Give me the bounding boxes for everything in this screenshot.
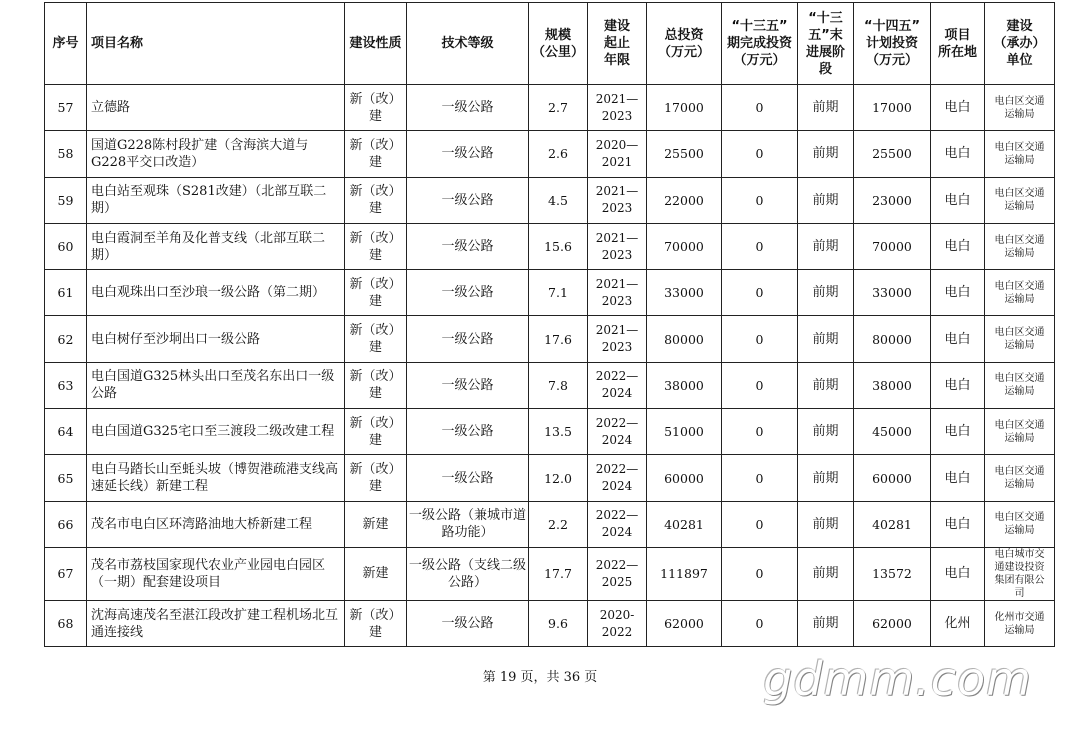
cell-total: 111897: [647, 547, 722, 600]
cell-done135: 0: [722, 409, 798, 455]
cell-done135: 0: [722, 501, 798, 547]
cell-stage: 前期: [798, 501, 854, 547]
cell-done135: 0: [722, 362, 798, 408]
header-seq: 序号: [45, 3, 87, 85]
cell-scale: 12.0: [529, 455, 588, 501]
cell-grade: 一级公路: [407, 362, 529, 408]
header-grade: 技术等级: [407, 3, 529, 85]
cell-grade: 一级公路（支线二级公路）: [407, 547, 529, 600]
cell-unit: 电白区交通 运输局: [985, 501, 1055, 547]
table-header: [45, 3, 1055, 85]
cell-scale: 17.7: [529, 547, 588, 600]
cell-place: 化州: [931, 600, 985, 646]
cell-unit: 电白区交通 运输局: [985, 131, 1055, 177]
cell-seq: 58: [45, 131, 87, 177]
cell-unit: 电白区交通 运输局: [985, 316, 1055, 362]
cell-grade: 一级公路: [407, 131, 529, 177]
header-nature: 建设性质: [345, 3, 407, 85]
cell-nature: 新建: [345, 547, 407, 600]
cell-scale: 15.6: [529, 223, 588, 269]
cell-years: 2021— 2023: [588, 177, 647, 223]
cell-years: 2022— 2024: [588, 362, 647, 408]
cell-grade: 一级公路: [407, 316, 529, 362]
cell-total: 60000: [647, 455, 722, 501]
cell-total: 51000: [647, 409, 722, 455]
cell-unit: 电白区交通 运输局: [985, 270, 1055, 316]
header-total: 总投资 （万元）: [647, 3, 722, 85]
cell-unit: 电白城市交 通建设投资 集团有限公 司: [985, 547, 1055, 600]
cell-plan145: 60000: [854, 455, 931, 501]
cell-unit: 电白区交通 运输局: [985, 362, 1055, 408]
cell-seq: 59: [45, 177, 87, 223]
cell-years: 2022— 2024: [588, 501, 647, 547]
cell-plan145: 25500: [854, 131, 931, 177]
cell-years: 2022— 2024: [588, 455, 647, 501]
cell-seq: 64: [45, 409, 87, 455]
cell-years: 2021— 2023: [588, 270, 647, 316]
table-row: [45, 85, 1055, 131]
cell-scale: 13.5: [529, 409, 588, 455]
cell-total: 17000: [647, 85, 722, 131]
cell-unit: 化州市交通 运输局: [985, 600, 1055, 646]
cell-plan145: 62000: [854, 600, 931, 646]
watermark-logo: gdmm.com: [763, 652, 1032, 706]
cell-nature: 新建: [345, 501, 407, 547]
cell-name: 电白霞洞至羊角及化普支线（北部互联二期）: [87, 223, 345, 269]
header-stage: “十三 五”末 进展阶 段: [798, 3, 854, 85]
cell-place: 电白: [931, 223, 985, 269]
cell-done135: 0: [722, 455, 798, 501]
cell-total: 25500: [647, 131, 722, 177]
cell-scale: 2.6: [529, 131, 588, 177]
cell-nature: 新（改） 建: [345, 223, 407, 269]
cell-plan145: 70000: [854, 223, 931, 269]
cell-nature: 新（改） 建: [345, 600, 407, 646]
table-row: [45, 316, 1055, 362]
cell-place: 电白: [931, 409, 985, 455]
cell-years: 2020— 2021: [588, 131, 647, 177]
cell-name: 沈海高速茂名至湛江段改扩建工程机场北互通连接线: [87, 600, 345, 646]
header-done135: “十三五” 期完成投资 （万元）: [722, 3, 798, 85]
cell-seq: 63: [45, 362, 87, 408]
cell-place: 电白: [931, 547, 985, 600]
cell-plan145: 40281: [854, 501, 931, 547]
cell-stage: 前期: [798, 85, 854, 131]
cell-stage: 前期: [798, 409, 854, 455]
cell-stage: 前期: [798, 316, 854, 362]
cell-done135: 0: [722, 223, 798, 269]
table-row: [45, 501, 1055, 547]
cell-total: 80000: [647, 316, 722, 362]
cell-years: 2020- 2022: [588, 600, 647, 646]
cell-scale: 2.2: [529, 501, 588, 547]
cell-total: 70000: [647, 223, 722, 269]
cell-plan145: 23000: [854, 177, 931, 223]
cell-place: 电白: [931, 177, 985, 223]
cell-plan145: 80000: [854, 316, 931, 362]
cell-name: 立德路: [87, 85, 345, 131]
cell-seq: 60: [45, 223, 87, 269]
cell-done135: 0: [722, 600, 798, 646]
cell-total: 22000: [647, 177, 722, 223]
cell-place: 电白: [931, 316, 985, 362]
cell-stage: 前期: [798, 223, 854, 269]
cell-scale: 2.7: [529, 85, 588, 131]
table-row: [45, 223, 1055, 269]
cell-grade: 一级公路: [407, 455, 529, 501]
table-body: [45, 85, 1055, 647]
cell-place: 电白: [931, 270, 985, 316]
project-table-container: [44, 2, 1054, 647]
cell-grade: 一级公路: [407, 409, 529, 455]
cell-name: 茂名市荔枝国家现代农业产业园电白园区（一期）配套建设项目: [87, 547, 345, 600]
cell-scale: 17.6: [529, 316, 588, 362]
table-row: [45, 177, 1055, 223]
cell-place: 电白: [931, 85, 985, 131]
cell-name: 国道G228陈村段扩建（含海滨大道与G228平交口改造）: [87, 131, 345, 177]
cell-plan145: 17000: [854, 85, 931, 131]
cell-name: 电白观珠出口至沙琅一级公路（第二期）: [87, 270, 345, 316]
cell-years: 2022— 2025: [588, 547, 647, 600]
cell-seq: 65: [45, 455, 87, 501]
cell-unit: 电白区交通 运输局: [985, 85, 1055, 131]
cell-name: 电白国道G325宅口至三渡段二级改建工程: [87, 409, 345, 455]
cell-grade: 一级公路: [407, 177, 529, 223]
cell-grade: 一级公路: [407, 270, 529, 316]
cell-name: 电白马踏长山至蚝头坡（博贺港疏港支线高速延长线）新建工程: [87, 455, 345, 501]
table-row: [45, 362, 1055, 408]
cell-done135: 0: [722, 547, 798, 600]
cell-nature: 新（改） 建: [345, 85, 407, 131]
header-name: 项目名称: [87, 3, 345, 85]
cell-nature: 新（改） 建: [345, 131, 407, 177]
cell-plan145: 38000: [854, 362, 931, 408]
cell-scale: 7.1: [529, 270, 588, 316]
cell-stage: 前期: [798, 177, 854, 223]
cell-scale: 9.6: [529, 600, 588, 646]
cell-done135: 0: [722, 85, 798, 131]
cell-nature: 新（改） 建: [345, 362, 407, 408]
cell-nature: 新（改） 建: [345, 177, 407, 223]
cell-nature: 新（改） 建: [345, 316, 407, 362]
cell-seq: 62: [45, 316, 87, 362]
cell-grade: 一级公路（兼城市道路功能）: [407, 501, 529, 547]
cell-done135: 0: [722, 131, 798, 177]
cell-place: 电白: [931, 131, 985, 177]
cell-name: 茂名市电白区环湾路油地大桥新建工程: [87, 501, 345, 547]
table-row: [45, 131, 1055, 177]
cell-nature: 新（改） 建: [345, 455, 407, 501]
table-row: [45, 547, 1055, 600]
table-row: [45, 270, 1055, 316]
cell-total: 33000: [647, 270, 722, 316]
cell-total: 62000: [647, 600, 722, 646]
cell-plan145: 45000: [854, 409, 931, 455]
cell-stage: 前期: [798, 131, 854, 177]
project-table: [44, 2, 1055, 647]
cell-stage: 前期: [798, 362, 854, 408]
cell-plan145: 13572: [854, 547, 931, 600]
cell-unit: 电白区交通 运输局: [985, 223, 1055, 269]
cell-place: 电白: [931, 362, 985, 408]
cell-name: 电白国道G325林头出口至茂名东出口一级公路: [87, 362, 345, 408]
cell-place: 电白: [931, 501, 985, 547]
cell-years: 2022— 2024: [588, 409, 647, 455]
cell-seq: 66: [45, 501, 87, 547]
cell-stage: 前期: [798, 270, 854, 316]
cell-nature: 新（改） 建: [345, 409, 407, 455]
cell-total: 40281: [647, 501, 722, 547]
table-row: [45, 600, 1055, 646]
cell-unit: 电白区交通 运输局: [985, 455, 1055, 501]
cell-place: 电白: [931, 455, 985, 501]
cell-scale: 4.5: [529, 177, 588, 223]
cell-stage: 前期: [798, 600, 854, 646]
cell-seq: 68: [45, 600, 87, 646]
cell-done135: 0: [722, 316, 798, 362]
cell-name: 电白树仔至沙垌出口一级公路: [87, 316, 345, 362]
cell-years: 2021— 2023: [588, 316, 647, 362]
cell-nature: 新（改） 建: [345, 270, 407, 316]
cell-name: 电白站至观珠（S281改建）（北部互联二期）: [87, 177, 345, 223]
cell-unit: 电白区交通 运输局: [985, 409, 1055, 455]
cell-years: 2021— 2023: [588, 85, 647, 131]
cell-years: 2021— 2023: [588, 223, 647, 269]
cell-grade: 一级公路: [407, 85, 529, 131]
table-row: [45, 455, 1055, 501]
cell-seq: 61: [45, 270, 87, 316]
cell-stage: 前期: [798, 455, 854, 501]
cell-unit: 电白区交通 运输局: [985, 177, 1055, 223]
cell-grade: 一级公路: [407, 223, 529, 269]
cell-seq: 57: [45, 85, 87, 131]
header-place: 项目 所在地: [931, 3, 985, 85]
cell-scale: 7.8: [529, 362, 588, 408]
cell-done135: 0: [722, 270, 798, 316]
cell-plan145: 33000: [854, 270, 931, 316]
page-footer: 第 19 页，共 36 页: [482, 670, 598, 685]
header-plan145: “十四五” 计划投资 （万元）: [854, 3, 931, 85]
cell-grade: 一级公路: [407, 600, 529, 646]
table-row: [45, 409, 1055, 455]
cell-seq: 67: [45, 547, 87, 600]
cell-done135: 0: [722, 177, 798, 223]
header-unit: 建设 （承办） 单位: [985, 3, 1055, 85]
header-years: 建设 起止 年限: [588, 3, 647, 85]
header-scale: 规模 （公里）: [529, 3, 588, 85]
cell-total: 38000: [647, 362, 722, 408]
header-row: [45, 3, 1055, 85]
cell-stage: 前期: [798, 547, 854, 600]
